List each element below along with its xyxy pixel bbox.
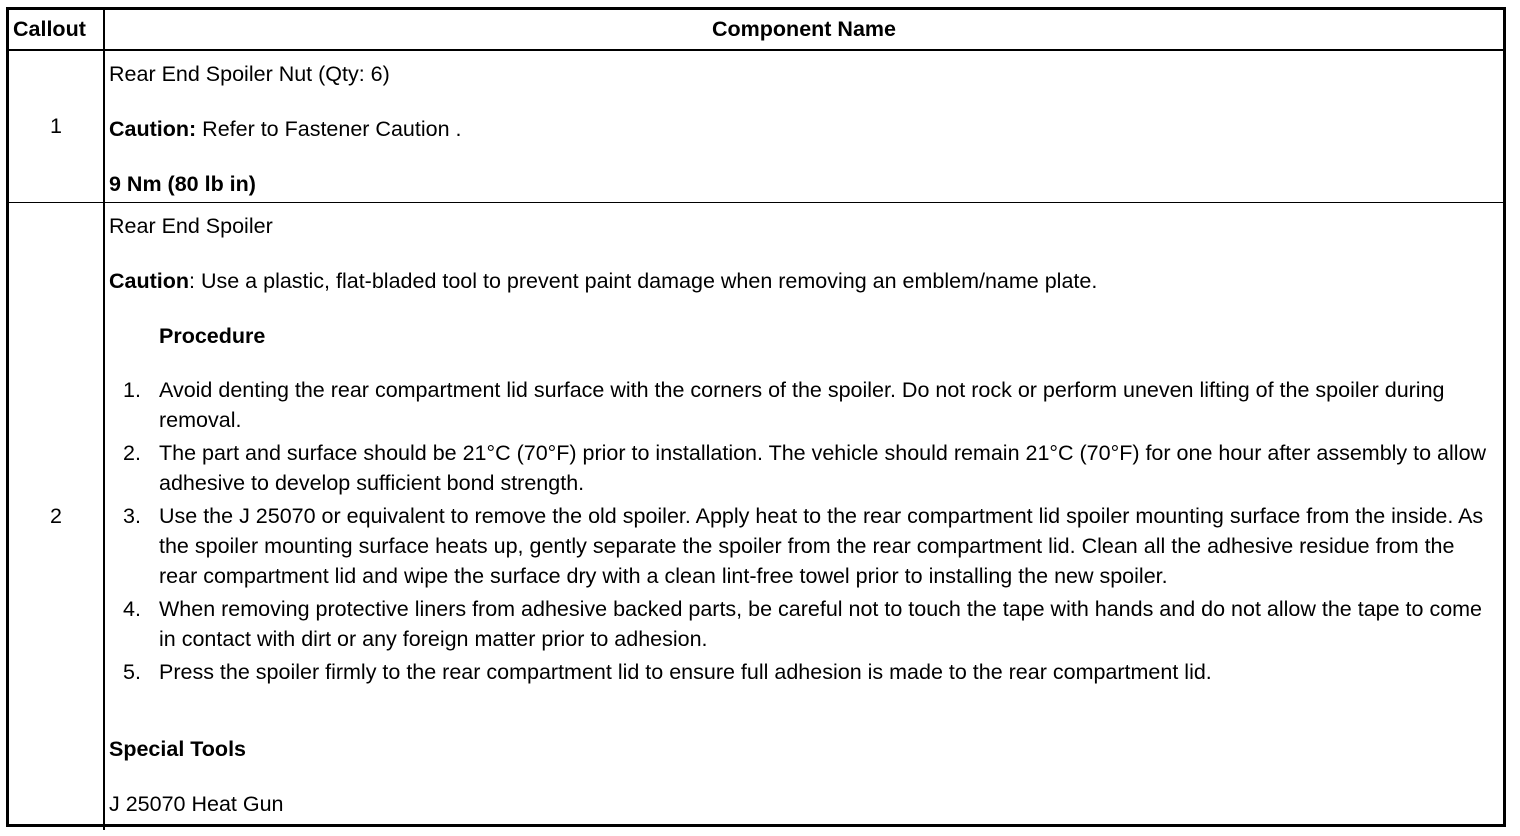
step-text: The part and surface should be 21°C (70°F) prior to installation. The vehicle should remain 21°C (70°F) for one hour after assembly to allow adhesive to develop sufficient bond strength.: [159, 441, 1487, 495]
torque-spec: 9 Nm (80 lb in): [109, 172, 256, 196]
special-tool-item: J 25070 Heat Gun: [109, 792, 284, 816]
component-title: Rear End Spoiler: [109, 214, 273, 238]
component-title: Rear End Spoiler Nut (Qty: 6): [109, 62, 390, 86]
callout-column-header: Callout: [9, 10, 105, 49]
component-name-cell: [105, 203, 1503, 830]
list-item: [105, 438, 1497, 498]
special-tools-heading: Special Tools: [109, 737, 246, 761]
table-row: [9, 51, 1503, 203]
step-number: 5.: [123, 660, 141, 684]
component-table: [6, 7, 1506, 827]
step-number: 2.: [123, 441, 141, 465]
caution-label: Caution:: [109, 117, 197, 141]
component-name-cell: [105, 51, 1503, 202]
caution-line: [109, 266, 1097, 296]
caution-line: [109, 114, 461, 144]
callout-number: 1: [9, 51, 105, 202]
component-name-column-header: Component Name: [712, 17, 896, 41]
procedure-heading: Procedure: [159, 324, 266, 348]
caution-text: : Use a plastic, flat-bladed tool to prevent paint damage when removing an emblem/name plate.: [189, 269, 1098, 293]
step-number: 3.: [123, 504, 141, 528]
step-number: 4.: [123, 597, 141, 621]
table-header-row: [9, 10, 1503, 51]
table-row: [9, 203, 1503, 830]
callout-number: 2: [9, 203, 105, 830]
caution-label: Caution: [109, 269, 190, 293]
step-text: When removing protective liners from adhesive backed parts, be careful not to touch the tape with hands and do not allow the tape to come in contact with dirt or any foreign matter prior to adhesion.: [159, 597, 1483, 651]
list-item: [105, 594, 1497, 654]
fastener-caution-link[interactable]: Refer to Fastener Caution .: [196, 117, 462, 141]
step-text: Avoid denting the rear compartment lid surface with the corners of the spoiler. Do not rock or perform uneven lifting of the spoiler during removal.: [159, 378, 1445, 432]
procedure-steps: [105, 375, 1497, 690]
step-number: 1.: [123, 378, 141, 402]
step-text: Use the J 25070 or equivalent to remove the old spoiler. Apply heat to the rear compartment lid spoiler mounting surface from the inside. As the spoiler mounting surface heats up, gently separate the spoiler from the rear compartment lid. Clean all the adhesive residue from the rear compartment lid and wipe the surface dry with a clean lint-free towel prior to installing the new spoiler.: [159, 504, 1484, 588]
list-item: [105, 657, 1497, 687]
list-item: [105, 501, 1497, 591]
list-item: [105, 375, 1497, 435]
step-text: Press the spoiler firmly to the rear compartment lid to ensure full adhesion is made to the rear compartment lid.: [159, 660, 1212, 684]
